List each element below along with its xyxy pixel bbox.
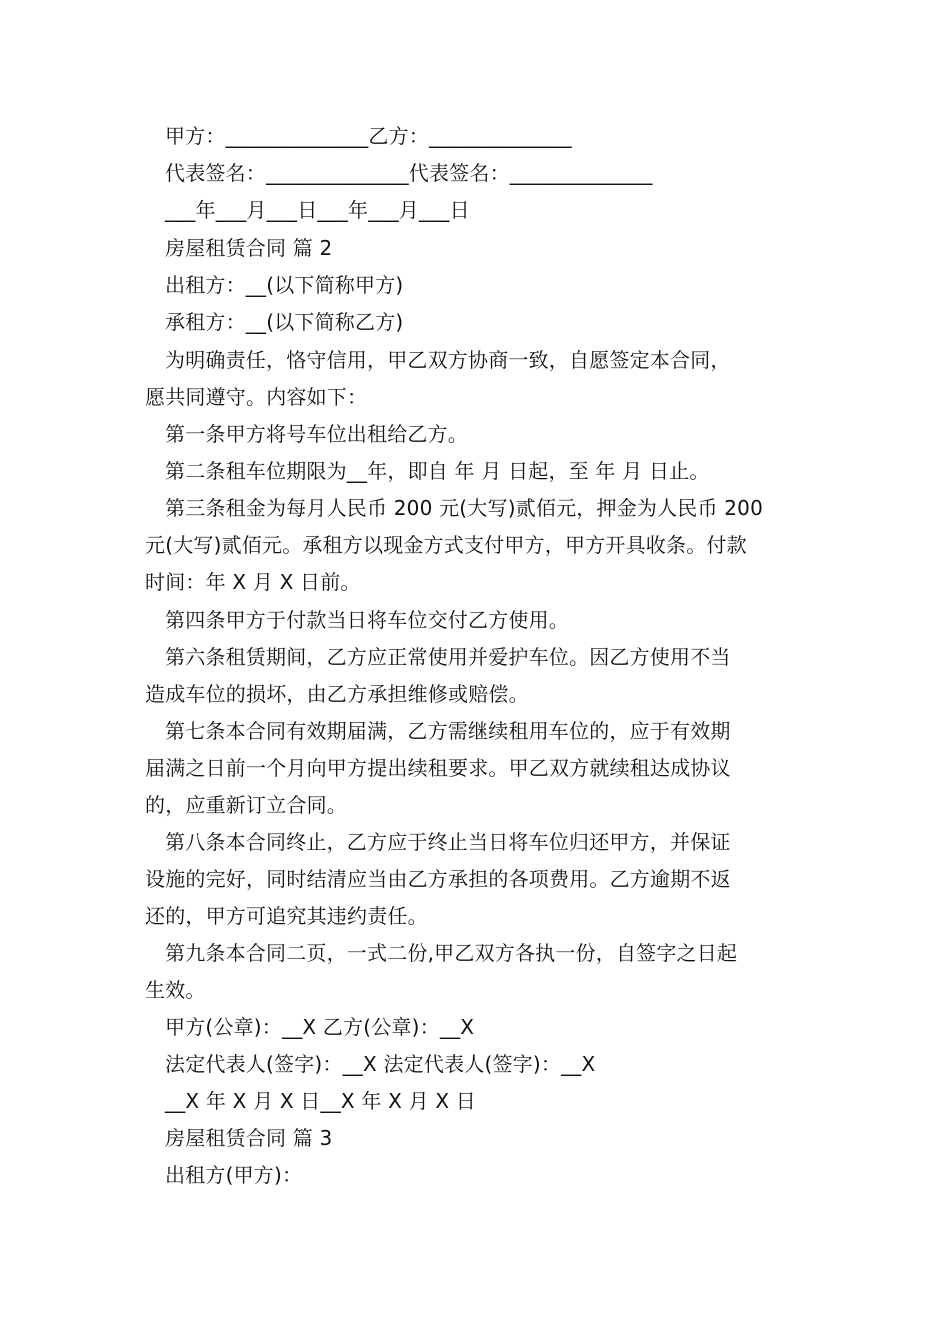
clause-3-line: 元(大写)贰佰元。承租方以现金方式支付甲方，甲方开具收条。付款 [145,533,747,557]
clause-9-line: 生效。 [145,978,206,1002]
section-title-2: 房屋租赁合同 篇 2 [165,236,333,260]
clause-9-line: 第九条本合同二页，一式二份,甲乙双方各执一份，自签字之日起 [165,941,738,965]
clause-6-line: 造成车位的损坏，由乙方承担维修或赔偿。 [145,682,529,706]
lessor-party-a-line: 出租方(甲方)： [165,1163,303,1187]
official-seal-line: 甲方(公章)：__X 乙方(公章)：__X [165,1015,475,1039]
clause-3-line: 时间：年 X 月 X 日前。 [145,570,361,594]
clause-6-line: 第六条租赁期间，乙方应正常使用并爱护车位。因乙方使用不当 [165,645,731,669]
signing-date-line: __X 年 X 月 X 日__X 年 X 月 X 日 [165,1089,476,1113]
clause-2: 第二条租车位期限为__年，即自 年 月 日起，至 年 月 日止。 [165,459,710,483]
clause-8-line: 还的，甲方可追究其违约责任。 [145,904,428,928]
clause-7-line: 第七条本合同有效期届满，乙方需继续租用车位的，应于有效期 [165,719,731,743]
lessee-line: 承租方：__(以下简称乙方) [165,310,404,334]
signature-date-line: ___年___月___日___年___月___日 [165,198,470,222]
representative-signature-line: 代表签名：______________代表签名：______________ [165,161,653,185]
clause-4: 第四条甲方于付款当日将车位交付乙方使用。 [165,608,569,632]
section-title-3: 房屋租赁合同 篇 3 [165,1126,333,1150]
legal-representative-line: 法定代表人(签字)：__X 法定代表人(签字)：__X [165,1052,596,1076]
clause-7-line: 的，应重新订立合同。 [145,793,347,817]
clause-1: 第一条甲方将号车位出租给乙方。 [165,422,468,446]
party-a-b-line: 甲方：______________乙方：______________ [165,124,572,148]
lessor-line: 出租方：__(以下简称甲方) [165,273,404,297]
clause-7-line: 届满之日前一个月向甲方提出续租要求。甲乙双方就续租达成协议 [145,756,731,780]
clause-3-line: 第三条租金为每月人民币 200 元(大写)贰佰元，押金为人民币 200 [165,496,764,520]
clause-8-line: 设施的完好，同时结清应当由乙方承担的各项费用。乙方逾期不返 [145,867,731,891]
clause-8-line: 第八条本合同终止，乙方应于终止当日将车位归还甲方，并保证 [165,830,731,854]
paragraph-line: 为明确责任，恪守信用，甲乙双方协商一致，自愿签定本合同， [165,348,731,372]
paragraph-line: 愿共同遵守。内容如下： [145,385,368,409]
